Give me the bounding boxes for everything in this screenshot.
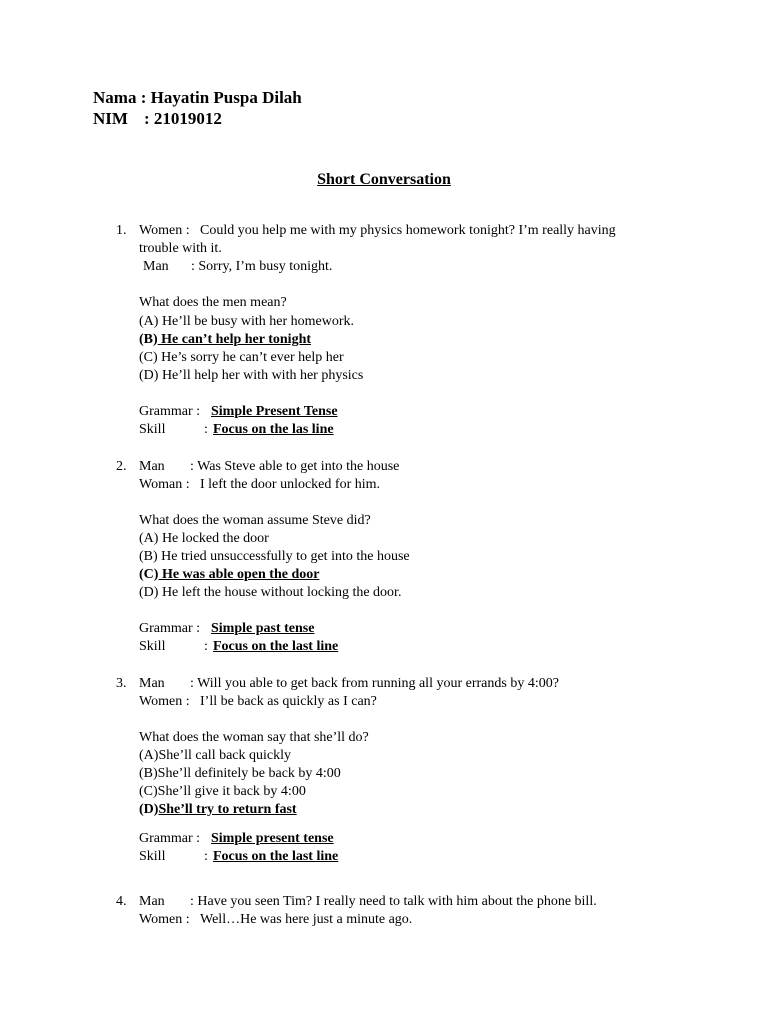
skill-value: Focus on the last line: [213, 639, 339, 654]
answer-option-correct: (B) He can’t help her tonight: [139, 332, 312, 347]
grammar-value: Simple present tense: [211, 831, 334, 846]
question-text: What does the woman say that she’ll do?: [139, 730, 369, 745]
speaker-label: Man: [139, 676, 165, 691]
grammar-label: Grammar :: [139, 831, 201, 846]
answer-option: (B)She’ll definitely be back by 4:00: [139, 766, 341, 781]
skill-value: Focus on the last line: [213, 849, 339, 864]
dialogue-line-continued: trouble with it.: [139, 241, 222, 256]
answer-option: (B) He tried unsuccessfully to get into the house: [139, 549, 410, 564]
dialogue-line: : Have you seen Tim? I really need to talk with him about the phone bill.: [190, 894, 597, 909]
answer-option-correct: (C) He was able open the door: [139, 567, 320, 582]
item-number: 4.: [116, 894, 127, 909]
answer-option: (D) He left the house without locking the door.: [139, 585, 402, 600]
skill-label: Skill: [139, 639, 166, 654]
skill-label: Skill: [139, 849, 166, 864]
grammar-label: Grammar :: [139, 404, 201, 419]
item-number: 3.: [116, 676, 127, 691]
student-nim-label: NIM: [93, 109, 128, 128]
answer-option: (A)She’ll call back quickly: [139, 748, 292, 763]
speaker-label: Man: [139, 894, 165, 909]
dialogue-line: : Will you able to get back from running all your errands by 4:00?: [190, 676, 559, 691]
answer-option: (D) He’ll help her with with her physics: [139, 368, 364, 383]
skill-value: Focus on the las line: [213, 422, 334, 437]
dialogue-line: Well…He was here just a minute ago.: [200, 912, 413, 927]
skill-colon: :: [204, 639, 208, 654]
dialogue-line: : Sorry, I’m busy tonight.: [191, 259, 333, 274]
answer-option: (A) He locked the door: [139, 531, 269, 546]
grammar-value: Simple past tense: [211, 621, 315, 636]
skill-label: Skill: [139, 422, 166, 437]
student-name: Nama : Hayatin Puspa Dilah: [93, 88, 302, 107]
item-number: 1.: [116, 223, 127, 238]
speaker-label: Man: [143, 259, 169, 274]
student-nim-value: : 21019012: [144, 109, 222, 128]
answer-option: (A) He’ll be busy with her homework.: [139, 314, 355, 329]
dialogue-line: : Was Steve able to get into the house: [190, 459, 400, 474]
answer-option-correct: (D)She’ll try to return fast: [139, 802, 297, 817]
question-text: What does the woman assume Steve did?: [139, 513, 371, 528]
skill-colon: :: [204, 849, 208, 864]
speaker-label: Women :: [139, 223, 190, 238]
answer-option: (C) He’s sorry he can’t ever help her: [139, 350, 344, 365]
grammar-value: Simple Present Tense: [211, 404, 338, 419]
grammar-label: Grammar :: [139, 621, 201, 636]
dialogue-line: Could you help me with my physics homework tonight? I’m really having: [200, 223, 616, 238]
question-text: What does the men mean?: [139, 295, 287, 310]
answer-option: (C)She’ll give it back by 4:00: [139, 784, 306, 799]
dialogue-line: I’ll be back as quickly as I can?: [200, 694, 377, 709]
item-number: 2.: [116, 459, 127, 474]
speaker-label: Women :: [139, 912, 190, 927]
speaker-label: Woman :: [139, 477, 190, 492]
speaker-label: Man: [139, 459, 165, 474]
speaker-label: Women :: [139, 694, 190, 709]
dialogue-line: I left the door unlocked for him.: [200, 477, 381, 492]
skill-colon: :: [204, 422, 208, 437]
page-title: Short Conversation: [317, 171, 451, 188]
